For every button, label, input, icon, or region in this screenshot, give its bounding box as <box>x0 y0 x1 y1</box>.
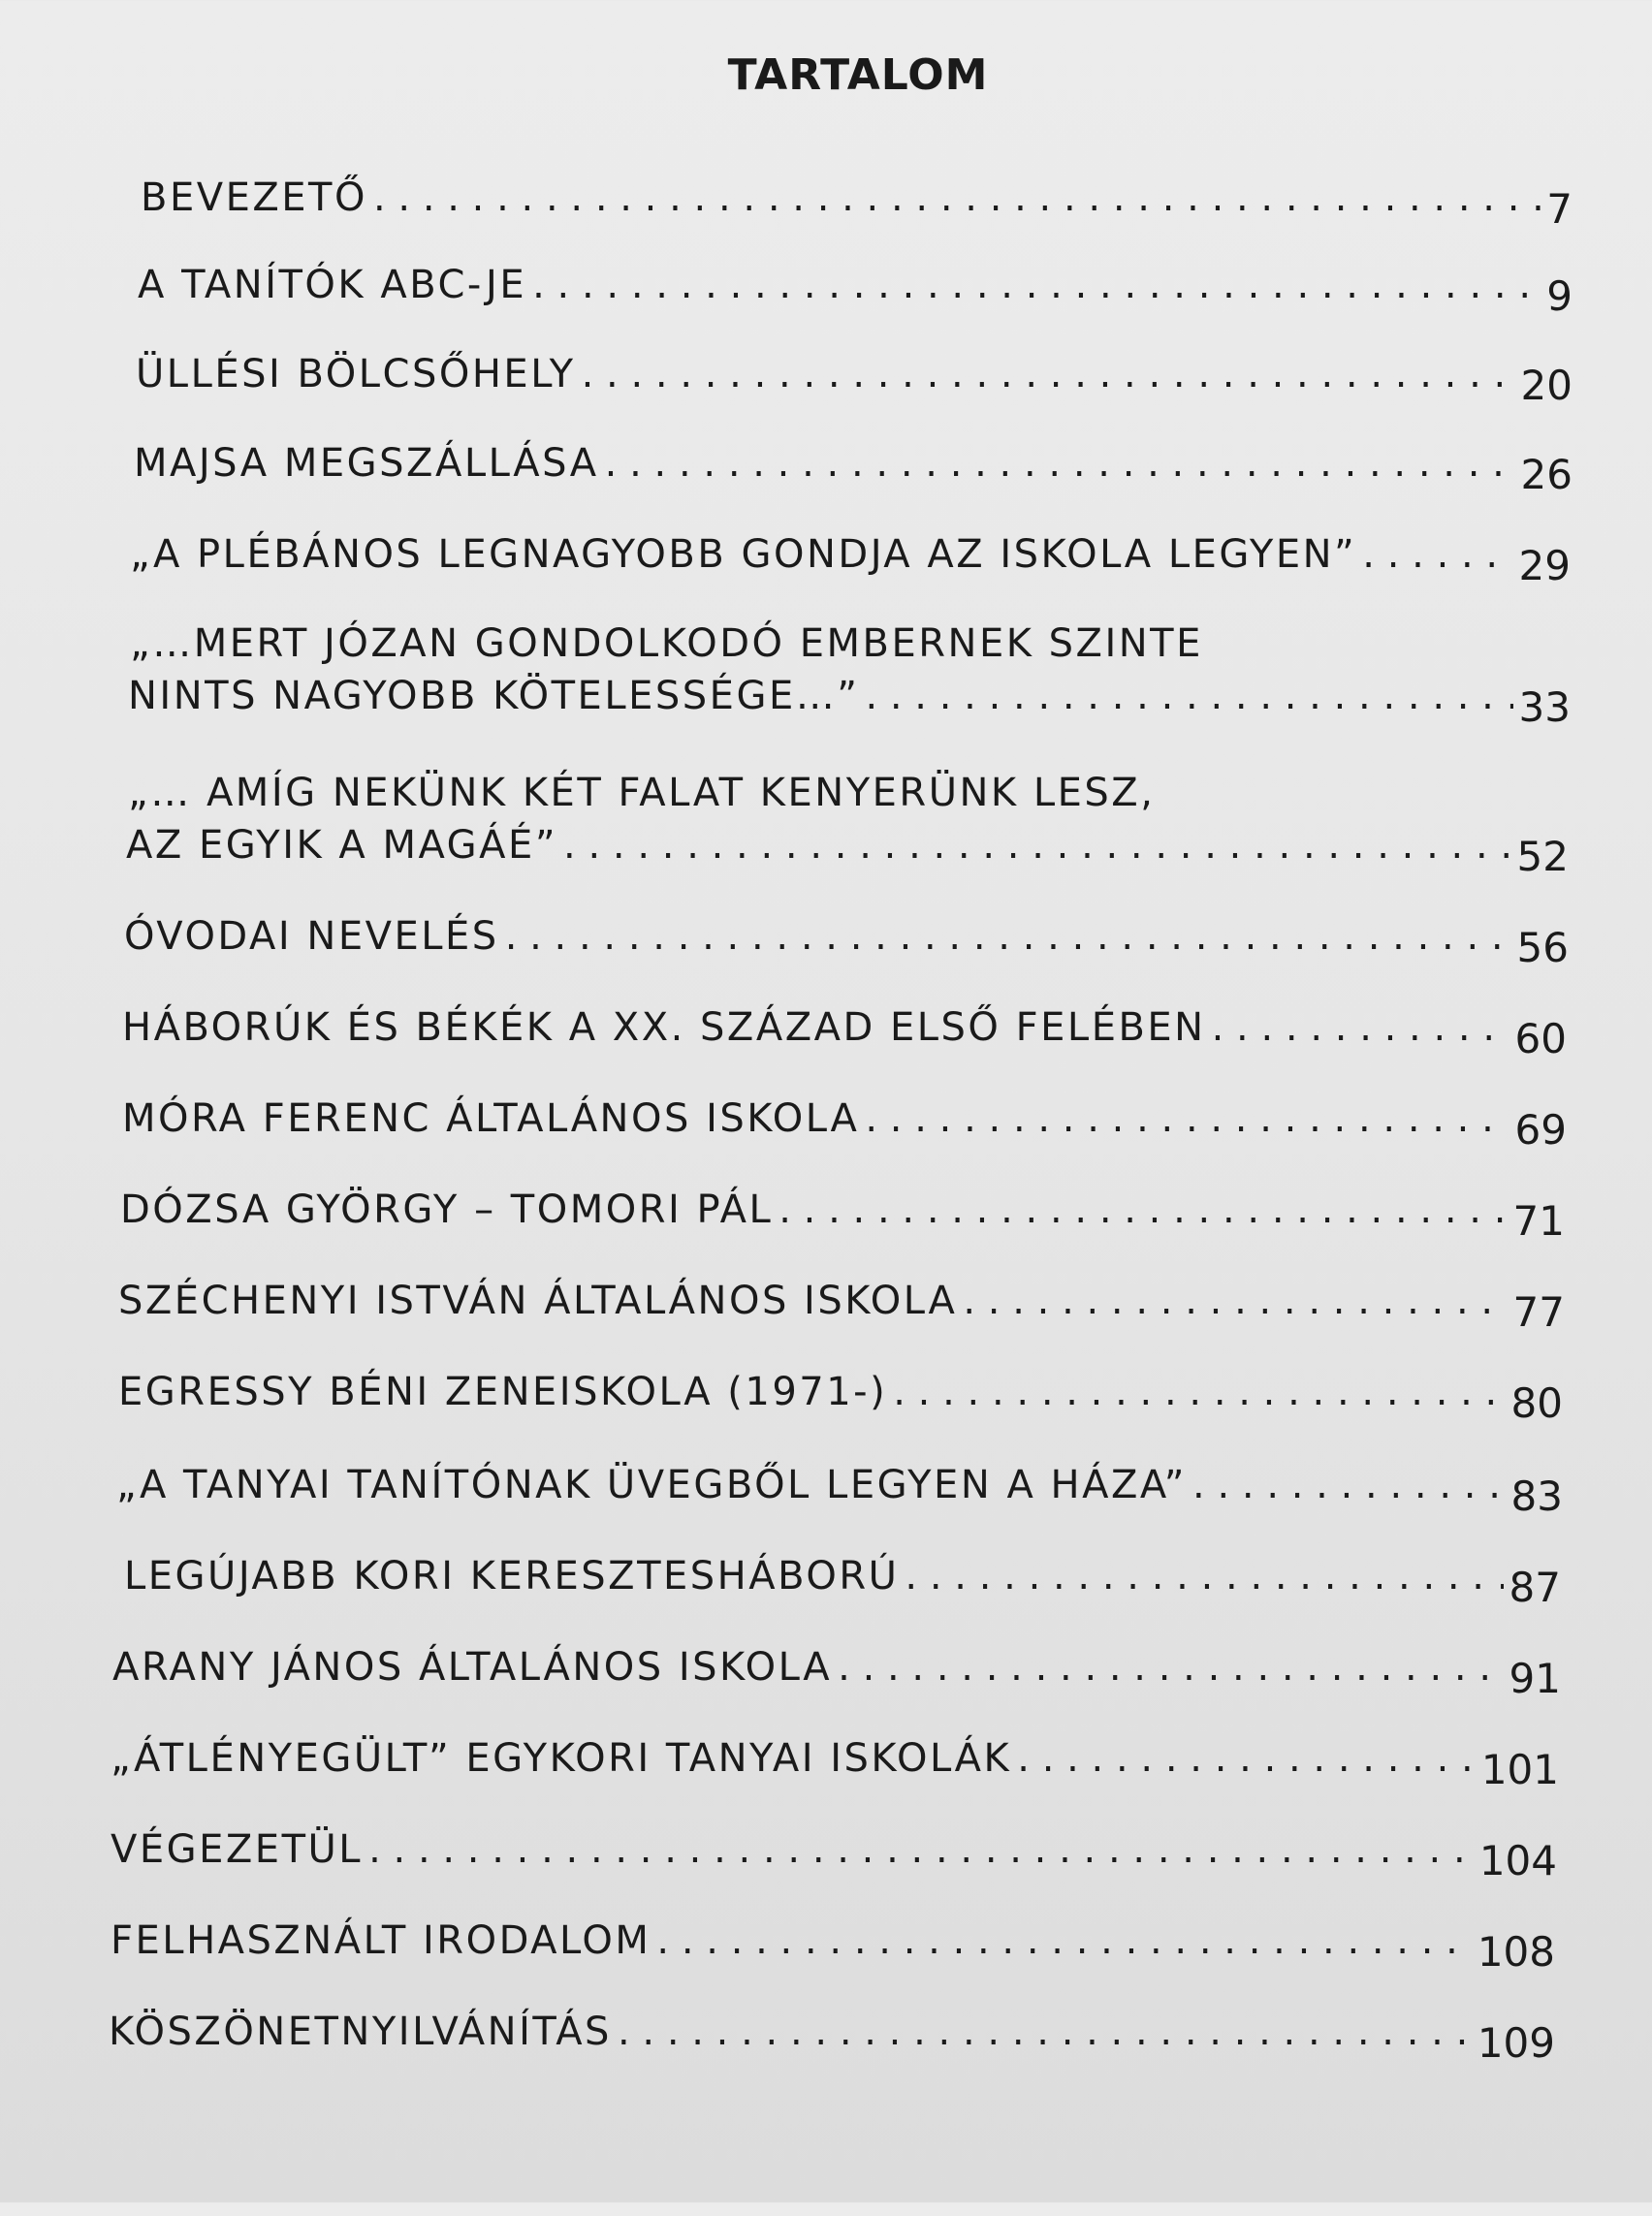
toc-entry-title: „ÁTLÉNYEGÜLT” EGYKORI TANYAI ISKOLÁK <box>111 1736 1012 1781</box>
dot-leader <box>1192 1462 1506 1508</box>
toc-entry[interactable] <box>111 1826 1557 1884</box>
dot-leader <box>963 1278 1507 1324</box>
toc-entry[interactable] <box>112 1644 1561 1702</box>
toc-entry-title: A TANÍTÓK ABC-JE <box>138 263 527 307</box>
dot-leader <box>582 351 1515 397</box>
toc-entry-title: LEGÚJABB KORI KERESZTESHÁBORÚ <box>124 1554 900 1599</box>
toc-entry-page-number: 52 <box>1516 833 1569 880</box>
toc-entry[interactable] <box>122 1004 1567 1062</box>
toc-entry-page-number: 83 <box>1510 1472 1563 1520</box>
dot-leader <box>368 1826 1474 1873</box>
dot-leader <box>505 913 1511 960</box>
toc-entry-title: ÜLLÉSI BÖLCSŐHELY <box>136 352 576 396</box>
toc-entry-page-number: 108 <box>1477 1928 1555 1976</box>
toc-entry-page-number: 87 <box>1509 1564 1561 1611</box>
toc-entry-title: AZ EGYIK A MAGÁÉ” <box>126 823 558 868</box>
dot-leader <box>905 1553 1503 1599</box>
watermark <box>0 2179 12 2216</box>
dot-leader <box>656 1917 1471 1964</box>
toc-entry-page-number: 60 <box>1514 1015 1567 1062</box>
toc-entry-page-number: 71 <box>1512 1197 1565 1245</box>
toc-entry[interactable] <box>118 1278 1565 1336</box>
toc-entry-title: KÖSZÖNETNYILVÁNÍTÁS <box>109 2010 612 2054</box>
dot-leader <box>563 822 1511 869</box>
toc-entry-title: VÉGEZETÜL <box>111 1827 364 1872</box>
dot-leader <box>1017 1735 1476 1782</box>
toc-entry-page-number: 9 <box>1546 272 1573 320</box>
toc-entry[interactable] <box>122 1095 1567 1154</box>
dot-leader <box>838 1644 1503 1691</box>
toc-entry-page-number: 26 <box>1520 451 1573 498</box>
toc-entry-page-number: 77 <box>1512 1288 1565 1336</box>
toc-entry-page-number: 33 <box>1518 683 1571 731</box>
toc-entry-page-number: 80 <box>1510 1379 1563 1427</box>
toc-entry-page-number: 69 <box>1514 1106 1567 1154</box>
dot-leader <box>605 440 1515 487</box>
dot-leader <box>865 1095 1509 1142</box>
toc-entry-page-number: 91 <box>1509 1655 1561 1702</box>
toc-entry-page-number: 101 <box>1480 1746 1559 1793</box>
page-title: TARTALOM <box>727 50 989 100</box>
dot-leader <box>1362 531 1512 578</box>
dot-leader <box>373 174 1541 221</box>
toc-entry[interactable] <box>128 673 1571 731</box>
toc-entry-title: „A TANYAI TANÍTÓNAK ÜVEGBŐL LEGYEN A HÁZA” <box>116 1463 1188 1507</box>
dot-leader <box>865 673 1512 719</box>
toc-entry-page-number: 56 <box>1516 924 1569 971</box>
toc-entry-page-number: 20 <box>1520 362 1573 409</box>
toc-entry-title: EGRESSY BÉNI ZENEISKOLA (1971-) <box>118 1370 888 1414</box>
toc-entry-title: FELHASZNÁLT IRODALOM <box>111 1918 651 1963</box>
toc-entry-title: „A PLÉBÁNOS LEGNAGYOBB GONDJA AZ ISKOLA LEGYEN” <box>130 532 1357 577</box>
toc-entry-title: SZÉCHENYI ISTVÁN ÁLTALÁNOS ISKOLA <box>118 1279 958 1323</box>
toc-entry-title: MÓRA FERENC ÁLTALÁNOS ISKOLA <box>122 1096 860 1141</box>
toc-entry[interactable] <box>130 531 1571 589</box>
dot-leader <box>893 1369 1505 1415</box>
dot-leader <box>778 1187 1507 1233</box>
dot-leader <box>532 262 1541 308</box>
toc-entry-title: DÓZSA GYÖRGY – TOMORI PÁL <box>120 1187 774 1232</box>
toc-entry-title: MAJSA MEGSZÁLLÁSA <box>134 441 599 486</box>
toc-entry-title: HÁBORÚK ÉS BÉKÉK A XX. SZÁZAD ELSŐ FELÉBEN <box>122 1005 1206 1050</box>
toc-entry[interactable] <box>124 1553 1561 1611</box>
toc-entry[interactable] <box>118 1369 1563 1427</box>
toc-entry[interactable] <box>109 2009 1555 2067</box>
toc-entry[interactable] <box>120 1187 1565 1245</box>
dot-leader <box>618 2009 1472 2055</box>
toc-entry[interactable] <box>111 1735 1559 1793</box>
toc-entry-title: NINTS NAGYOBB KÖTELESSÉGE…” <box>128 674 860 718</box>
toc-entry[interactable] <box>134 440 1573 498</box>
toc-entry[interactable] <box>126 822 1569 880</box>
toc-entry-line: „… AMÍG NEKÜNK KÉT FALAT KENYERÜNK LESZ, <box>128 771 1156 815</box>
dot-leader <box>1212 1004 1509 1051</box>
toc-entry-page-number: 109 <box>1477 2019 1555 2067</box>
toc-entry-page-number: 7 <box>1546 185 1573 233</box>
toc-entry-page-number: 29 <box>1518 542 1571 589</box>
toc-entry[interactable] <box>124 913 1569 971</box>
toc-entry[interactable] <box>136 351 1573 409</box>
toc-entry-title: ÓVODAI NEVELÉS <box>124 914 499 959</box>
toc-entry[interactable] <box>141 174 1573 233</box>
toc-entry-title: BEVEZETŐ <box>141 175 367 220</box>
toc-entry[interactable] <box>111 1917 1555 1976</box>
toc-entry-line: „…MERT JÓZAN GONDOLKODÓ EMBERNEK SZINTE <box>130 621 1203 666</box>
toc-entry-title: ARANY JÁNOS ÁLTALÁNOS ISKOLA <box>112 1645 833 1690</box>
toc-entry-page-number: 104 <box>1478 1837 1557 1884</box>
toc-entry[interactable] <box>116 1462 1563 1520</box>
toc-entry[interactable] <box>138 262 1573 320</box>
